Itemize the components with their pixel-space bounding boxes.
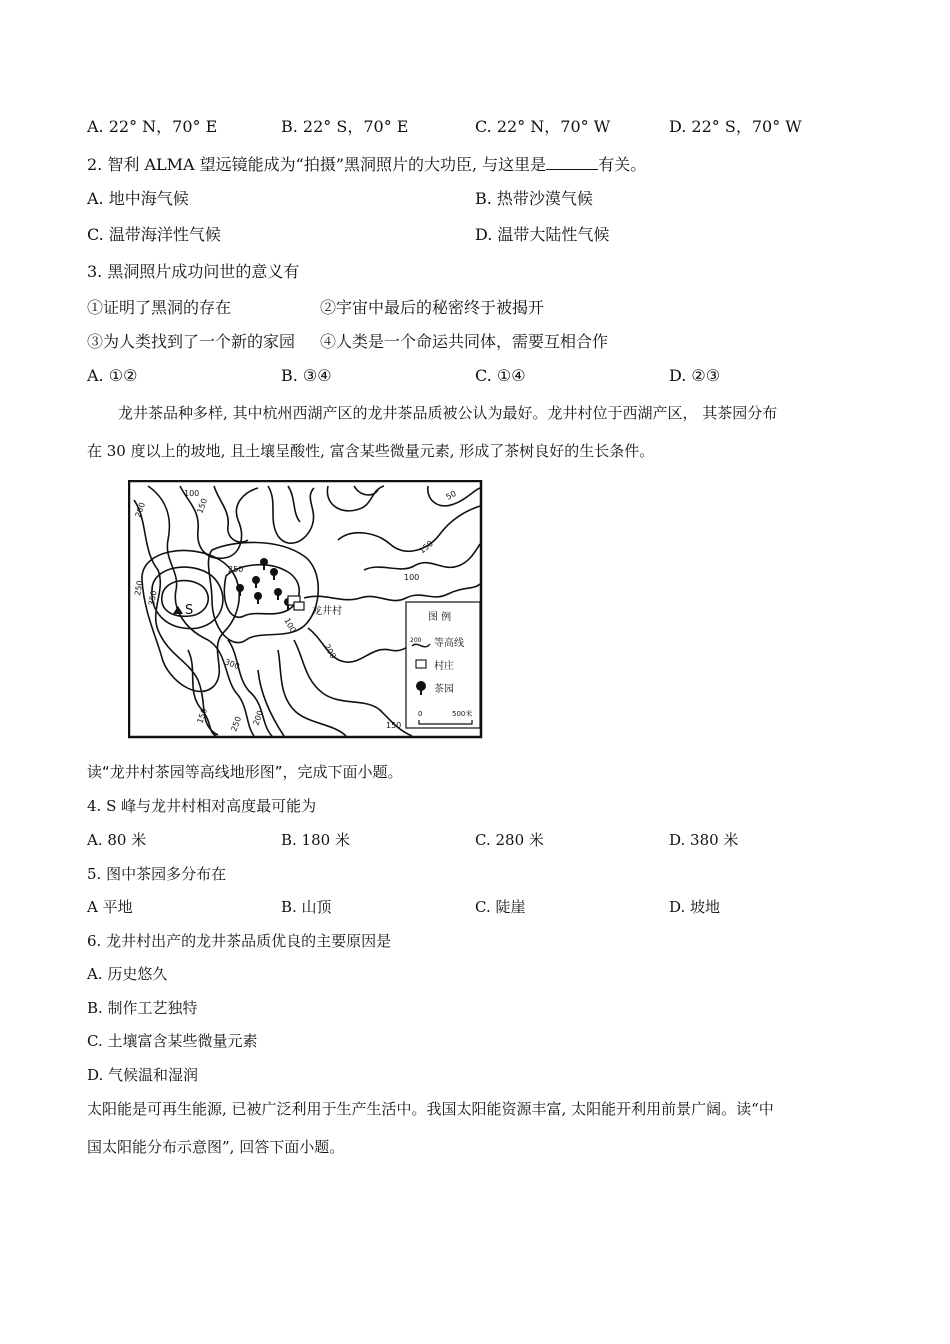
q3-option-c: C. ①④ [475, 366, 526, 385]
q2-stem-after: 有关。 [598, 155, 647, 174]
q2-stem-before: 2. 智利 ALMA 望远镜能成为“拍摄”黑洞照片的大功臣, 与这里是 [87, 155, 547, 174]
passage-2-line-1: 太阳能是可再生能源, 已被广泛利用于生产生活中。我国太阳能资源丰富, 太阳能开利用前景广阔。读“中 [87, 1100, 774, 1118]
q4-option-c: C. 280 米 [475, 831, 544, 849]
contour-map [128, 480, 486, 740]
contour-label-200-mid: 200 [322, 642, 338, 661]
q5-option-d: D. 坡地 [669, 898, 721, 916]
legend [406, 602, 480, 728]
q2-option-d: D. 温带大陆性气候 [475, 225, 610, 244]
q5-option-a: A 平地 [87, 898, 133, 916]
q6-option-c: C. 土壤富含某些微量元素 [87, 1032, 258, 1050]
contour-label-100-right: 100 [404, 573, 420, 582]
legend-scale-end: 500米 [452, 710, 473, 718]
q1-option-a: A. 22° N，70° E [87, 117, 218, 136]
q2-answer-blank [546, 153, 598, 170]
q3-stem: 3. 黑洞照片成功问世的意义有 [87, 262, 300, 281]
passage-2-line-2: 国太阳能分布示意图”, 回答下面小题。 [87, 1138, 345, 1156]
q6-stem: 6. 龙井村出产的龙井茶品质优良的主要原因是 [87, 932, 392, 950]
q2-option-a: A. 地中海气候 [87, 189, 189, 208]
q3-option-d: D. ②③ [669, 366, 721, 385]
q3-statement-1: ①证明了黑洞的存在 [87, 298, 232, 317]
legend-contour-label: 等高线 [434, 638, 464, 649]
contour-label-50: 50 [444, 488, 458, 502]
legend-title: 图 例 [428, 612, 452, 623]
legend-tea-label: 茶园 [434, 684, 454, 695]
contour-label-250-bottom: 250 [229, 715, 244, 733]
passage-1-line-1: 龙井茶品种多样, 其中杭州西湖产区的龙井茶品质被公认为最好。龙井村位于西湖产区， 其茶园分布 [118, 404, 778, 422]
q2-option-c: C. 温带海洋性气候 [87, 225, 221, 244]
q6-option-b: B. 制作工艺独特 [87, 999, 198, 1017]
q3-option-a: A. ①② [87, 366, 138, 385]
q5-stem: 5. 图中茶园多分布在 [87, 865, 227, 883]
map-read-prompt: 读“龙井村茶园等高线地形图”，完成下面小题。 [87, 763, 403, 781]
q4-option-b: B. 180 米 [281, 831, 350, 849]
legend-scale-start: 0 [418, 710, 423, 718]
q3-option-b: B. ③④ [281, 366, 332, 385]
contour-label-100-top: 100 [184, 489, 200, 498]
village-label: 龙井村 [312, 606, 342, 617]
contour-label-300: 300 [223, 657, 241, 672]
contour-label-150-bottom: 150 [195, 707, 210, 725]
q4-option-d: D. 380 米 [669, 831, 739, 849]
q3-statement-4: ④人类是一个命运共同体，需要互相合作 [320, 332, 609, 351]
contour-label-100-village: 100 [282, 616, 298, 635]
contour-label-150-top: 150 [195, 497, 210, 515]
q3-statement-3: ③为人类找到了一个新的家园 [87, 332, 296, 351]
q5-option-c: C. 陡崖 [475, 898, 526, 916]
q6-option-a: A. 历史悠久 [87, 965, 168, 983]
q5-option-b: B. 山顶 [281, 898, 332, 916]
q1-option-d: D. 22° S，70° W [669, 117, 802, 136]
q4-stem: 4. S 峰与龙井村相对高度最可能为 [87, 797, 317, 815]
q2-stem [87, 153, 646, 175]
contour-label-200-bottom: 200 [251, 709, 266, 727]
contour-label-350: 350 [147, 589, 159, 607]
q2-option-b: B. 热带沙漠气候 [475, 189, 593, 208]
contour-label-150-bottom-right: 150 [386, 721, 402, 730]
peak-label: S [185, 603, 194, 618]
contour-label-250: 250 [228, 565, 244, 574]
passage-1-line-2: 在 30 度以上的坡地, 且土壤呈酸性, 富含某些微量元素, 形成了茶树良好的生长条件。 [87, 442, 655, 460]
q4-option-a: A. 80 米 [87, 831, 147, 849]
legend-village-label: 村庄 [434, 661, 454, 672]
legend-village-icon [416, 660, 426, 668]
q1-option-c: C. 22° N，70° W [475, 117, 611, 136]
contour-label-150-right: 150 [417, 538, 435, 556]
legend-contour-sample: 200 [410, 637, 422, 644]
q1-option-b: B. 22° S，70° E [281, 117, 409, 136]
q3-statement-2: ②宇宙中最后的秘密终于被揭开 [320, 298, 545, 317]
contour-label-250-left: 250 [133, 579, 145, 597]
q6-option-d: D. 气候温和湿润 [87, 1066, 199, 1084]
contour-label-200-left: 200 [133, 501, 148, 519]
